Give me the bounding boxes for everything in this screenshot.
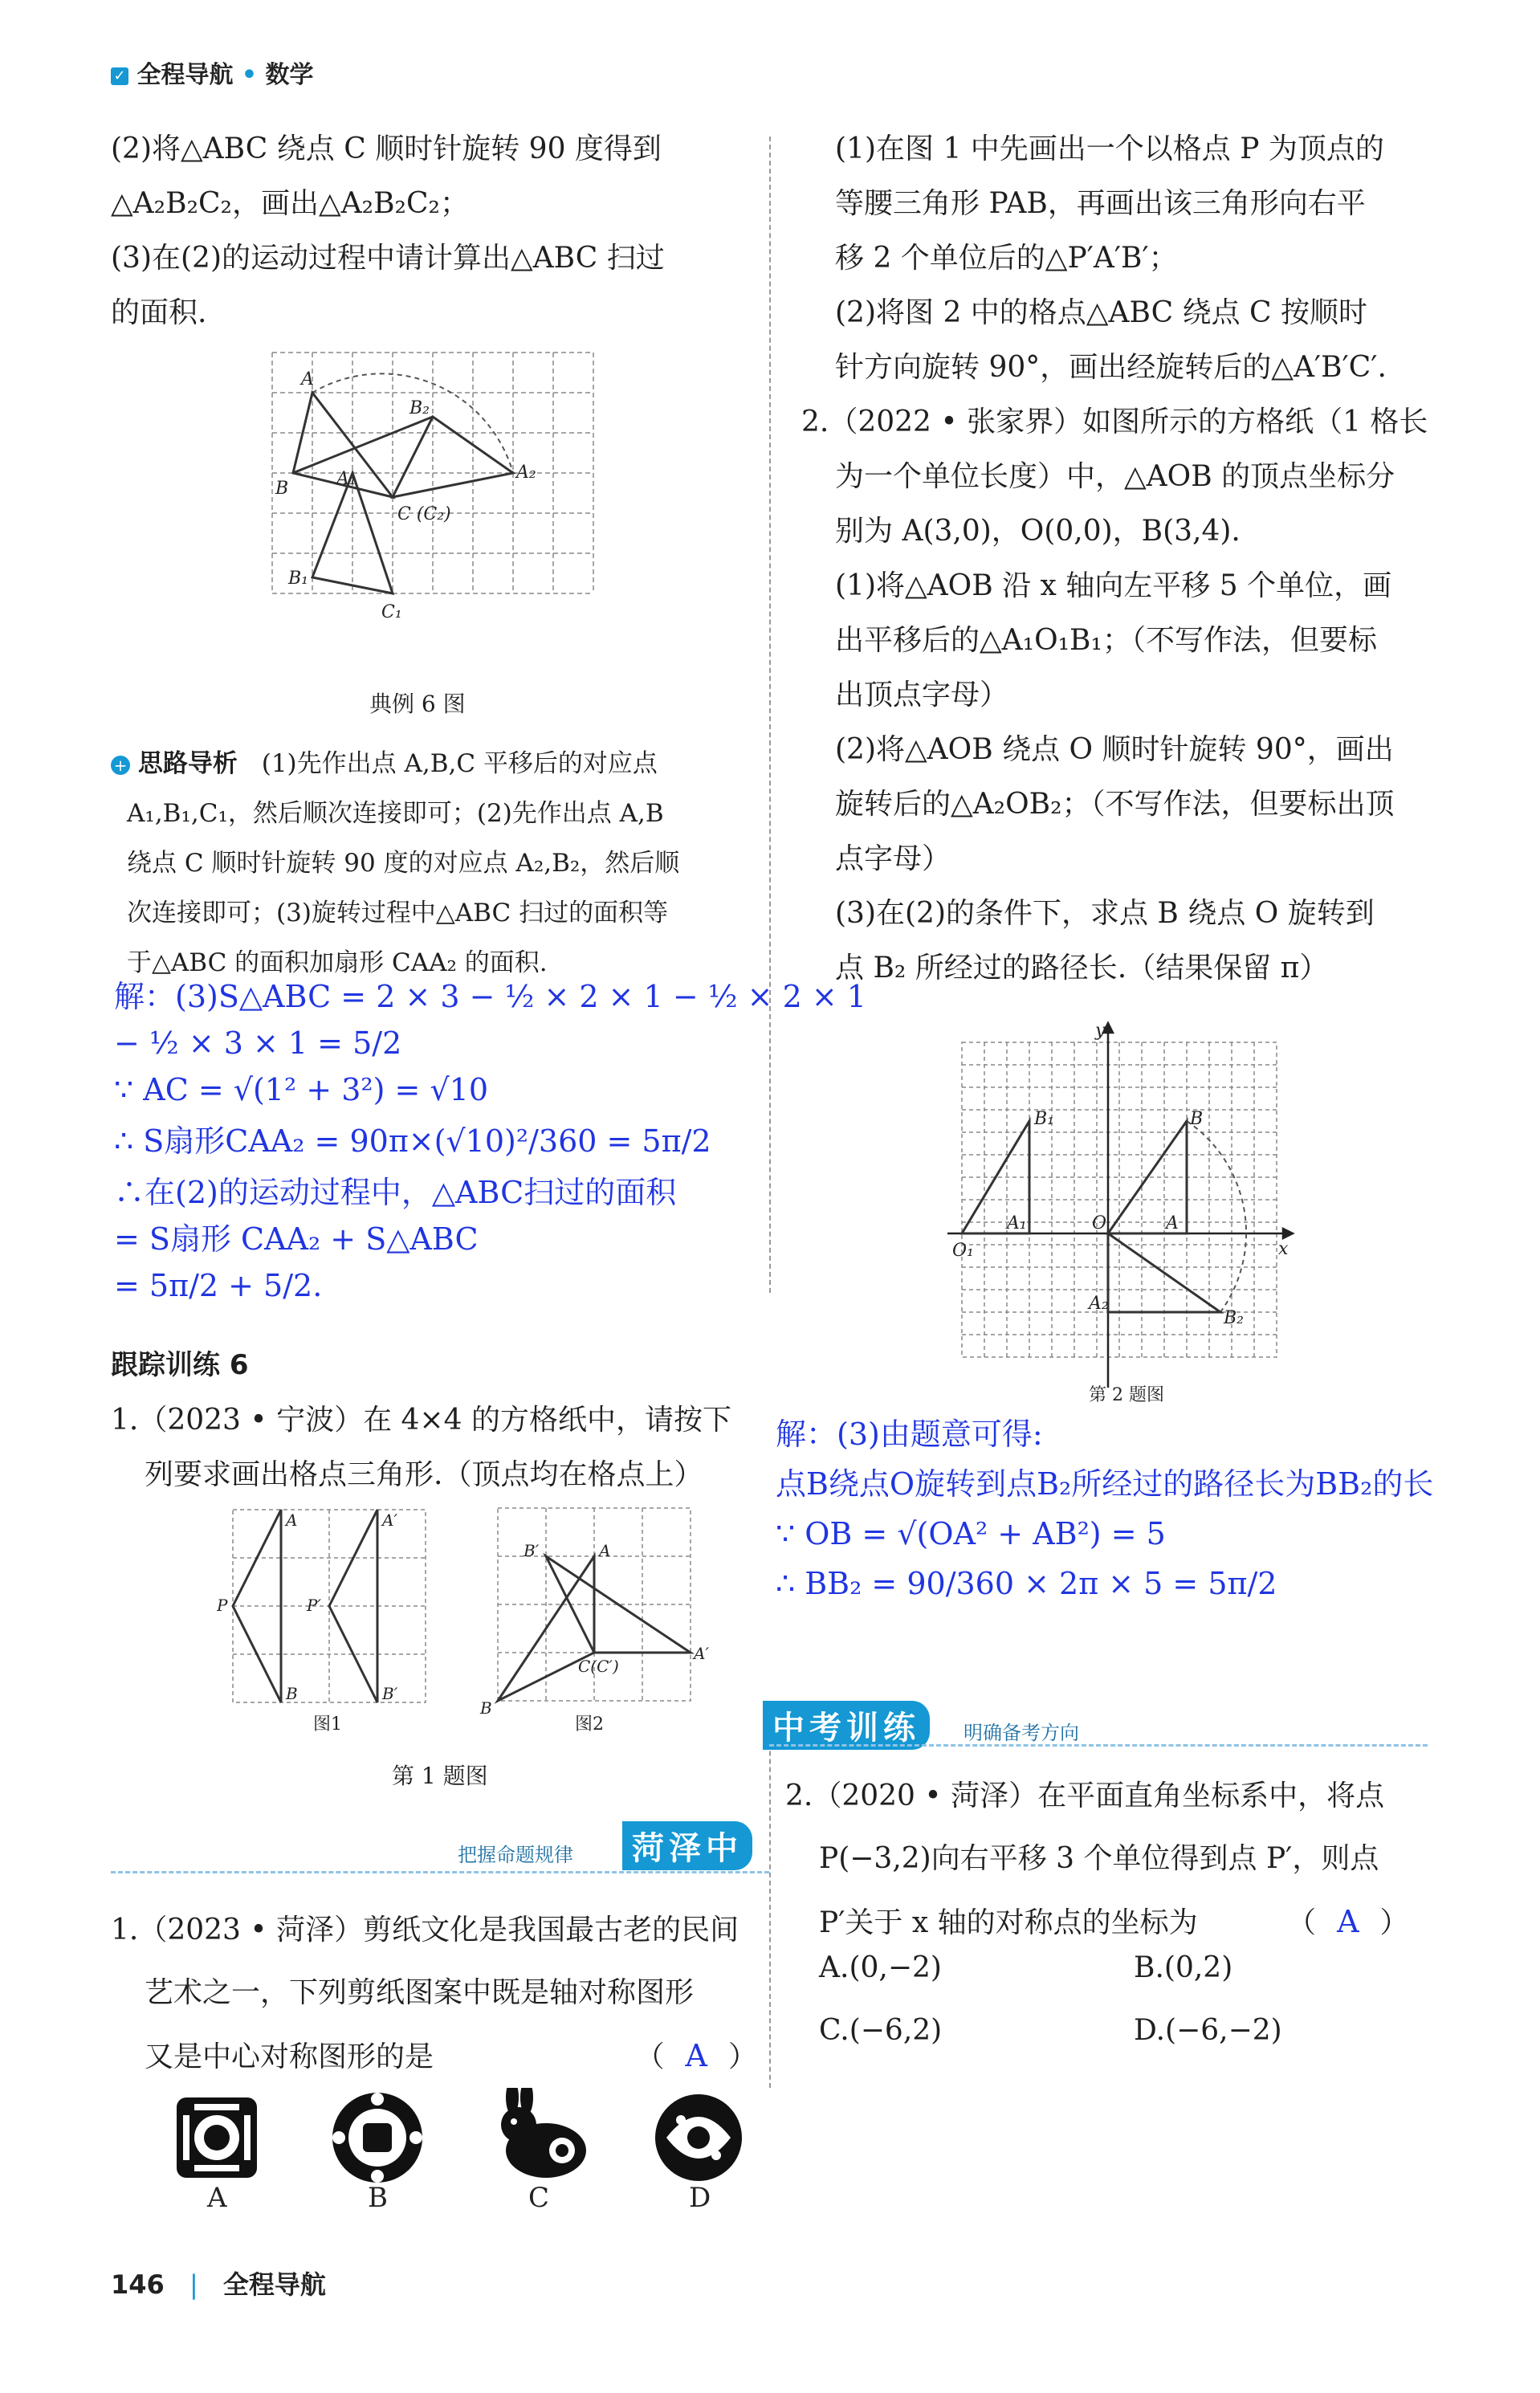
fig1-label-B: B [286, 1684, 298, 1703]
papercut-d-icon [655, 2094, 742, 2181]
right-q2-text [801, 395, 1428, 996]
text-line: 点字母） [835, 842, 951, 875]
label-C: C (C₂) [397, 504, 451, 524]
guide-line: 于△ABC 的面积加扇形 CAA₂ 的面积. [127, 948, 548, 977]
solution-line: 解：(3)S△ABC = 2 × 3 − ½ × 2 × 1 − ½ × 2 × 1 [114, 979, 866, 1014]
text-line: (1)将△AOB 沿 x 轴向左平移 5 个单位，画 [835, 569, 1392, 602]
text-line: 又是中心对称图形的是 [145, 2040, 434, 2073]
papercut-b-icon [332, 2093, 422, 2183]
q2b-choice-b: B.(0,2) [1134, 1951, 1233, 1984]
fig1-label-P: P [217, 1596, 228, 1615]
text-line: 2.（2020 • 菏泽）在平面直角坐标系中，将点 [785, 1779, 1385, 1812]
header [111, 55, 314, 90]
solution-line: 解：(3)由题意可得: [776, 1417, 1043, 1452]
q2b-answer: A [1337, 1904, 1359, 1939]
q2-label-O: O [1092, 1213, 1107, 1233]
label-B1: B₁ [288, 569, 308, 589]
fig2-label-Bp: B′ [524, 1541, 540, 1560]
q2-figure [947, 1018, 1301, 1404]
q2-figure-caption: 第 2 题图 [1089, 1385, 1164, 1404]
q2-label-B: B [1190, 1109, 1204, 1129]
choice-label-b: B [368, 2182, 388, 2208]
guide-line: (1)先作出点 A,B,C 平移后的对应点 [261, 749, 658, 778]
q2-label-A2: A₂ [1089, 1294, 1109, 1314]
zk-tag: 中考训练 [763, 1701, 930, 1750]
text-line: (1)在图 1 中先画出一个以格点 P 为顶点的 [835, 132, 1384, 165]
guide-line: 次连接即可；(3)旋转过程中△ABC 扫过的面积等 [127, 899, 669, 927]
text-line: 艺术之一，下列剪纸图案中既是轴对称图形 [145, 1976, 695, 2009]
solution-line: − ½ × 3 × 1 = 5/2 [114, 1025, 402, 1061]
label-B: B [275, 479, 289, 499]
footer: 146 | 全程导航 [111, 2269, 326, 2300]
fig1-label-Ap: A′ [382, 1510, 397, 1530]
text-line: △A₂B₂C₂，画出△A₂B₂C₂； [111, 187, 469, 220]
fig2-label-B: B [480, 1698, 492, 1718]
q2-label-B2: B₂ [1224, 1308, 1244, 1328]
plus-icon: + [111, 756, 130, 775]
fig6-caption: 典例 6 图 [369, 691, 466, 717]
text-line: 出顶点字母） [835, 679, 1009, 711]
q2-label-A1: A₁ [1007, 1213, 1027, 1233]
fig1-label-Bp: B′ [382, 1684, 398, 1703]
right-solution [776, 1409, 1433, 1608]
fig1-label-A: A [286, 1510, 298, 1530]
choice-label-a: A [207, 2182, 227, 2208]
guide-block [111, 739, 679, 988]
text-line: 1.（2023 • 菏泽）剪纸文化是我国最古老的民间 [111, 1914, 739, 1947]
text-line: 为一个单位长度）中，△AOB 的顶点坐标分 [835, 460, 1395, 493]
fig2-label-CCp: C(C′) [578, 1657, 619, 1676]
text-line: 针方向旋转 90°，画出经旋转后的△A′B′C′. [835, 351, 1387, 384]
q1b-text: 1.（2023 • 菏泽）剪纸文化是我国最古老的民间 艺术之一，下列剪纸图案中既是轴对称图形 又是中心对称图形的是 （ A ） [111, 1899, 757, 2089]
text-line: (3)在(2)的运动过程中请计算出△ABC 扫过 [111, 242, 665, 275]
solution-line: ∴ BB₂ = 90/360 × 2π × 5 = 5π/2 [776, 1566, 1277, 1601]
text-line: 点 B₂ 所经过的路径长.（结果保留 π） [835, 952, 1329, 985]
zk-dash [769, 1744, 1428, 1747]
fig2-label-A: A [599, 1541, 611, 1560]
guide-line: A₁,B₁,C₁，然后顺次连接即可；(2)先作出点 A,B [127, 799, 664, 828]
q2-label-A: A [1166, 1213, 1179, 1233]
checkbox-icon: ✓ [111, 67, 128, 85]
papercut-images [161, 2088, 755, 2208]
text-line: 别为 A(3,0)，O(0,0)，B(3,4). [835, 515, 1241, 548]
guide-title: 思路导析 [137, 749, 238, 778]
column-divider-lower [769, 1702, 771, 2088]
papercut-c-icon [501, 2088, 586, 2178]
text-line: 等腰三角形 PAB，再画出该三角形向右平 [835, 187, 1366, 220]
q1-text [111, 1393, 731, 1502]
choice-label-d: D [689, 2182, 711, 2208]
solution-line: = S扇形 CAA₂ + S△ABC [114, 1221, 479, 1257]
q1-figure-2 [474, 1495, 715, 1736]
text-line: P′关于 x 轴的对称点的坐标为 [819, 1906, 1198, 1939]
header-brand: 全程导航 [136, 61, 234, 89]
label-C1: C₁ [381, 602, 402, 622]
q2-label-B1: B₁ [1034, 1109, 1054, 1129]
text-line: (2)将图 2 中的格点△ABC 绕点 C 按顺时 [835, 296, 1368, 329]
solution-line: 点B绕点O旋转到点B₂所经过的路径长为BB₂的长 [776, 1466, 1434, 1502]
example6-figure [269, 349, 598, 622]
solution-line: ∴在(2)的运动过程中，△ABC扫过的面积 [114, 1175, 677, 1210]
heze-hint: 把握命题规律 [458, 1844, 573, 1866]
q2b-text: 2.（2020 • 菏泽）在平面直角坐标系中，将点 P(−3,2)向右平移 3 个单位得到点 P′，则点 P′关于 x 轴的对称点的坐标为 （ A ） [785, 1765, 1409, 1955]
page-number: 146 [111, 2269, 165, 2300]
fig2-caption: 图2 [575, 1714, 604, 1735]
text-line: P(−3,2)向右平移 3 个单位得到点 P′，则点 [819, 1842, 1379, 1875]
text-line: 列要求画出格点三角形.（顶点均在格点上） [145, 1458, 703, 1491]
left-intro [111, 122, 665, 340]
zk-hint: 明确备考方向 [964, 1722, 1079, 1744]
text-line: (2)将△AOB 绕点 O 顺时针旋转 90°，画出 [835, 733, 1394, 766]
header-subject: 数学 [265, 61, 314, 89]
q1-figure-caption: 第 1 题图 [392, 1763, 488, 1789]
fig2-label-Ap: A′ [694, 1644, 709, 1663]
solution-line: ∴ S扇形CAA₂ = 90π×(√10)²/360 = 5π/2 [114, 1123, 711, 1159]
text-line: 的面积. [111, 296, 207, 329]
right-q1-parts [835, 122, 1387, 395]
q2b-choice-d: D.(−6,−2) [1134, 2014, 1282, 2047]
label-A: A [301, 369, 314, 389]
label-A1: A₁ [336, 469, 356, 489]
text-line: 2.（2022 • 张家界）如图所示的方格纸（1 格长 [801, 406, 1428, 438]
solution-line: ∵ OB = √(OA² + AB²) = 5 [776, 1516, 1166, 1551]
heze-dash [111, 1871, 769, 1873]
papercut-a-icon [177, 2097, 257, 2178]
footer-brand: 全程导航 [222, 2269, 326, 2300]
fig1-label-Pp: P′ [307, 1596, 321, 1615]
text-line: 旋转后的△A₂OB₂；（不写作法，但要标出顶 [835, 788, 1395, 821]
q1b-answer: A [685, 2038, 707, 2073]
q2b-choice-c: C.(−6,2) [819, 2014, 943, 2047]
text-line: 出平移后的△A₁O₁B₁；（不写作法，但要标 [835, 624, 1377, 657]
q2-label-y: y [1095, 1021, 1106, 1041]
guide-line: 绕点 C 顺时针旋转 90 度的对应点 A₂,B₂，然后顺 [127, 849, 680, 878]
text-line: 1.（2023 • 宁波）在 4×4 的方格纸中，请按下 [111, 1404, 731, 1437]
choice-label-c: C [528, 2182, 550, 2208]
label-B2: B₂ [409, 398, 430, 418]
label-A2: A₂ [516, 463, 536, 483]
left-solution [114, 973, 866, 1309]
solution-line: ∵ AC = √(1² + 3²) = √10 [114, 1072, 489, 1107]
text-line: (2)将△ABC 绕点 C 顺时针旋转 90 度得到 [111, 132, 662, 165]
text-line: 移 2 个单位后的△P′A′B′； [835, 242, 1178, 275]
fig1-caption: 图1 [313, 1714, 342, 1735]
q2-label-O1: O₁ [952, 1241, 974, 1261]
text-line: (3)在(2)的条件下，求点 B 绕点 O 旋转到 [835, 897, 1375, 930]
q1-figure-1 [217, 1503, 434, 1736]
header-dot: • [241, 61, 258, 89]
solution-line: = 5π/2 + 5/2. [114, 1268, 323, 1303]
q2-label-x: x [1278, 1239, 1289, 1259]
q2b-choice-a: A.(0,−2) [819, 1951, 942, 1984]
heze-tag: 菏泽中 [622, 1821, 752, 1870]
track-title: 跟踪训练 6 [111, 1349, 249, 1381]
